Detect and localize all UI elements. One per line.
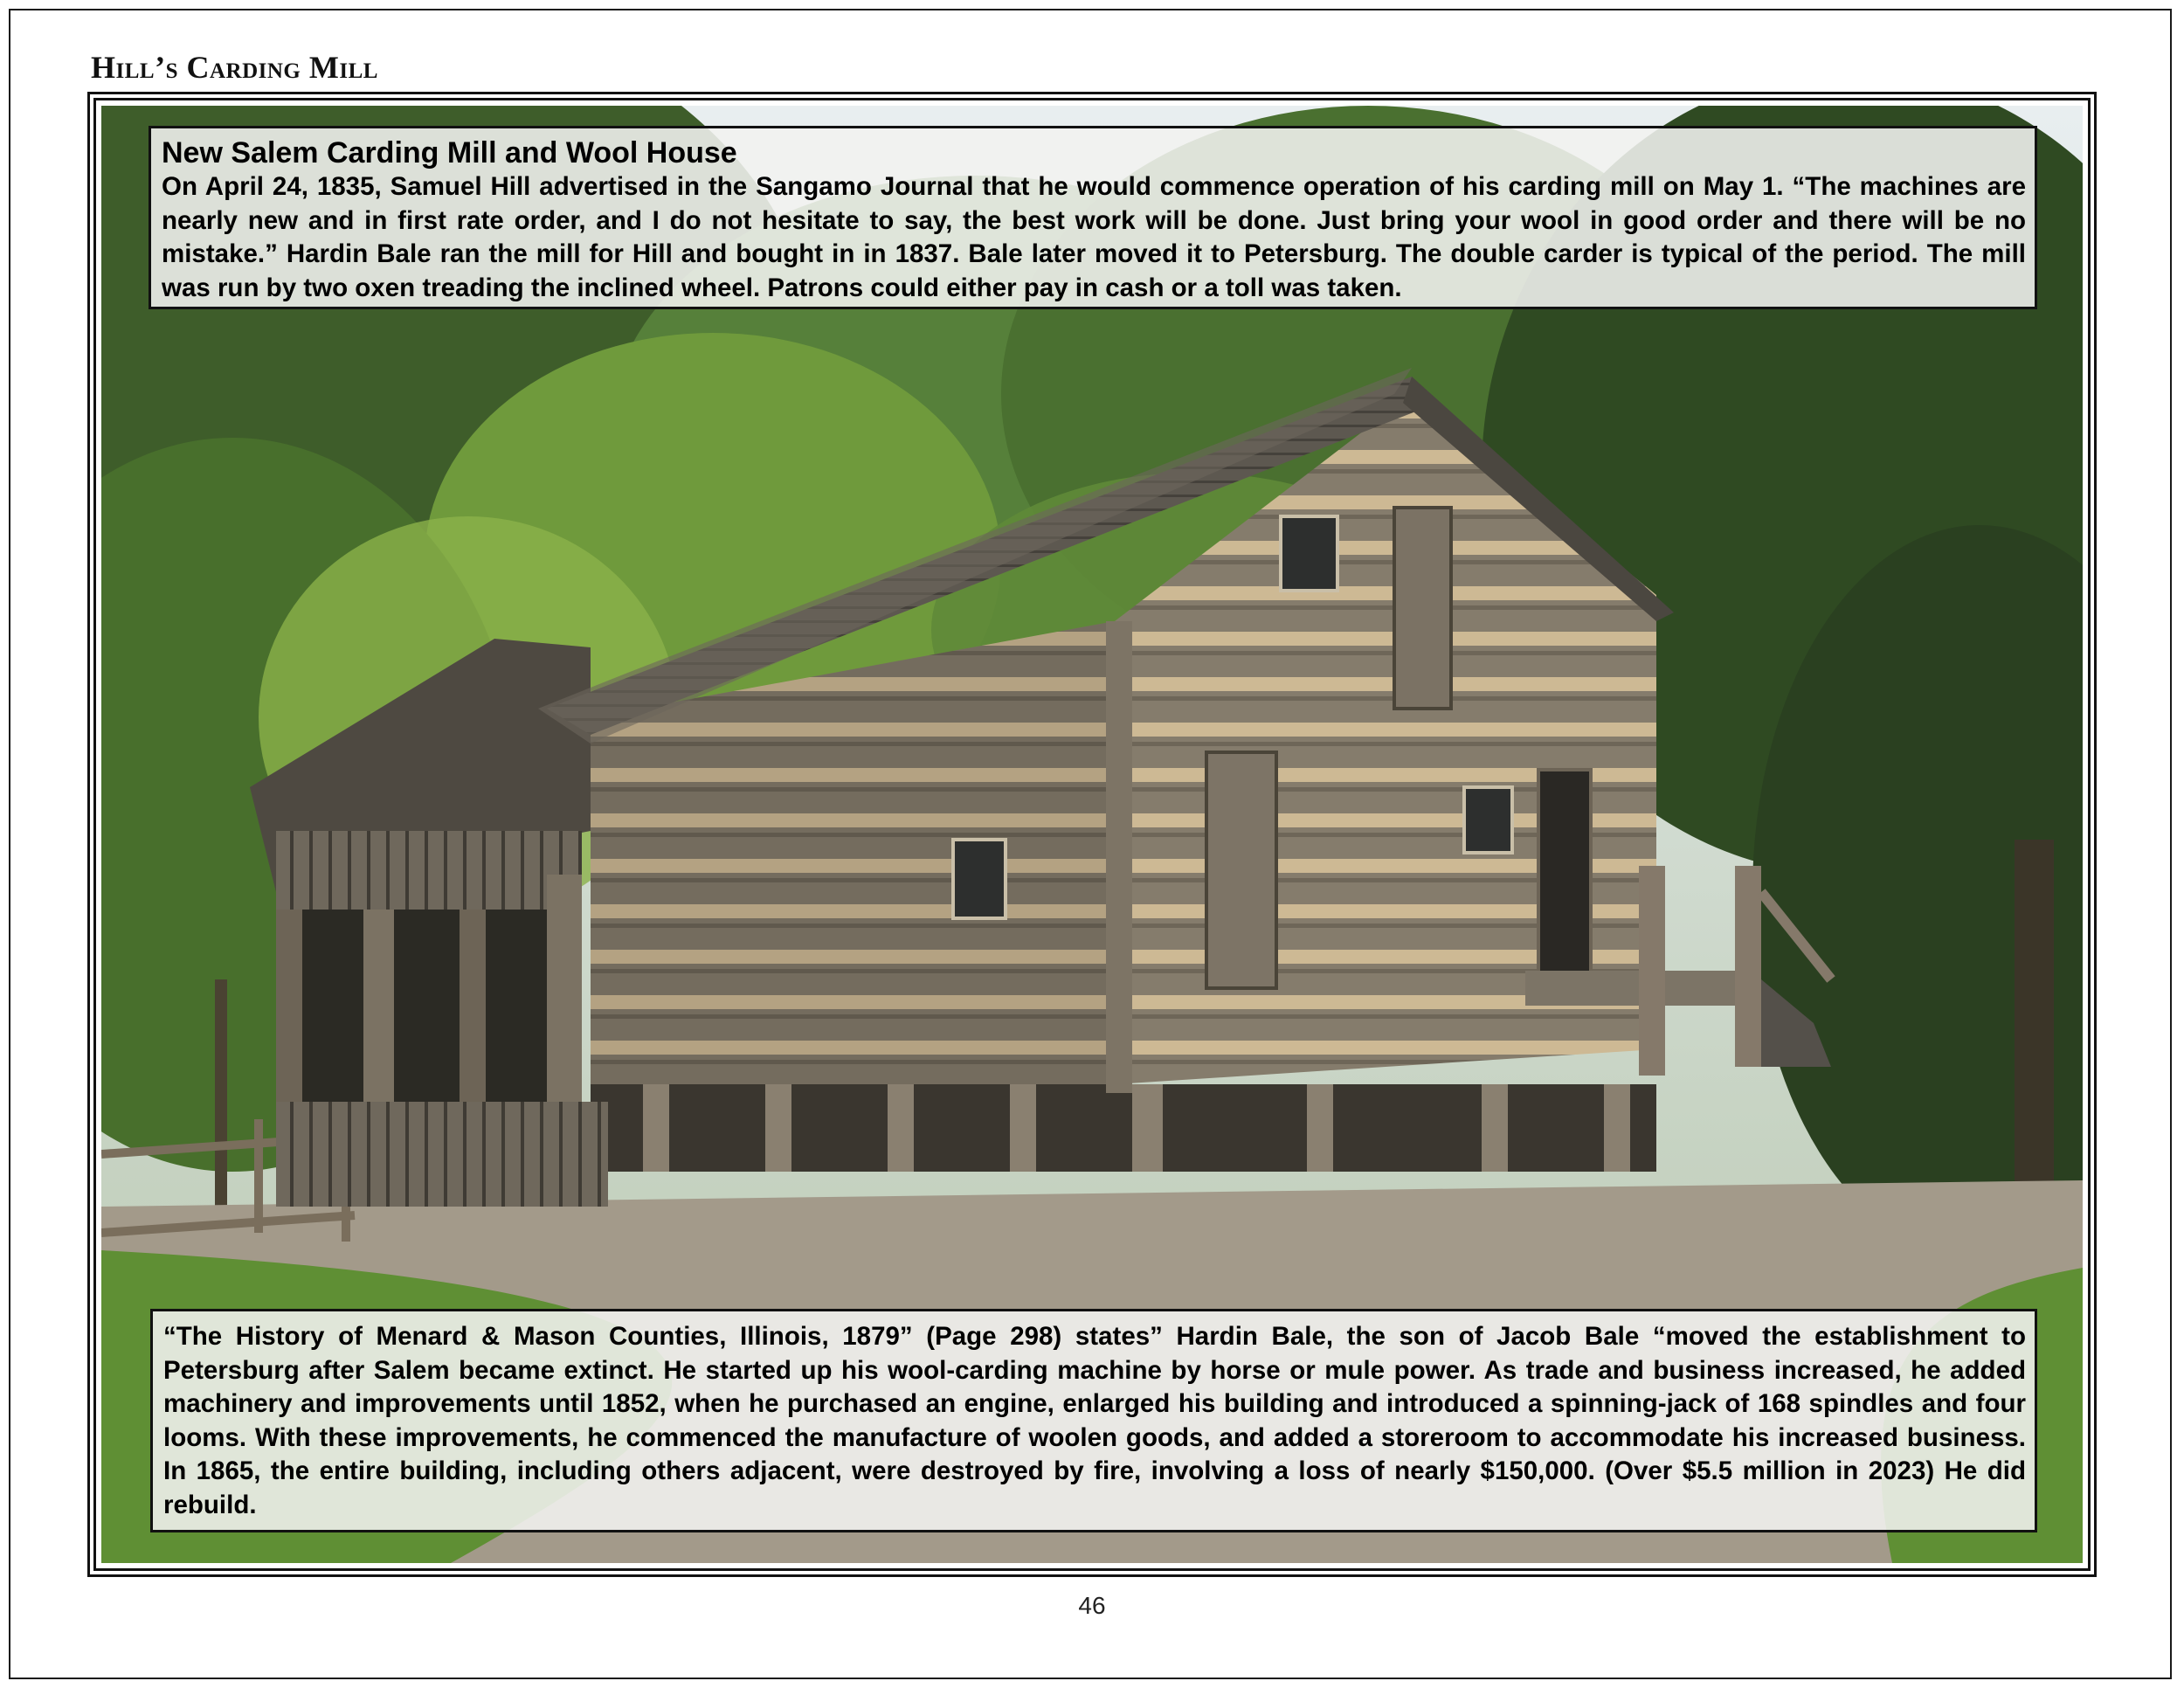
top-caption-box [149, 126, 2037, 309]
front-window [1464, 787, 1512, 853]
loft-door [1394, 508, 1451, 709]
history-quote: “The History of Menard & Mason Counties, Illinois, 1879” (Page 298) states” Hardin Bale, the son of Jacob Bale “moved the establishment to Petersburg after Salem became extinct. He started up his wool-carding machine by horse or mule power. As trade and business increased, he added machinery and improvements until 1852, when he purchased an engine, enlarged his building and introduced a spinning-jack of 168 spindles and four looms. With these improvements, he commenced the manufacture of woolen goods, and added a storeroom to accommodate his increased business. In 1865, the entire building, including others adjacent, were destroyed by fire, involving a loss of nearly $150,000. (Over $5.5 million in 2023) He did rebuild. [163, 1322, 2026, 1519]
caption-title: New Salem Carding Mill and Wool House [162, 136, 737, 169]
front-door [1206, 752, 1276, 988]
side-door [1538, 770, 1591, 988]
picket-fence [311, 1102, 608, 1207]
page-number: 46 [1078, 1592, 1106, 1619]
caption-body: On April 24, 1835, Samuel Hill advertised in the Sangamo Journal that he would commence operation of his carding mill on May 1. “The machines are nearly new and in first rate order, and I do not hesitate to say, the best work will be done. Just bring your wool in good order and there will be no mistake.” Hardin Bale ran the mill for Hill and bought in in 1837. Bale later moved it to Petersburg. The double carder is typical of the period. The mill was run by two oxen treading the inclined wheel. Patrons could either pay in cash or a toll was taken. [162, 172, 2026, 302]
running-head: Hill’s Carding Mill [91, 50, 378, 85]
bottom-caption-box [150, 1309, 2037, 1532]
side-window [953, 840, 1006, 918]
loft-window [1281, 516, 1337, 591]
